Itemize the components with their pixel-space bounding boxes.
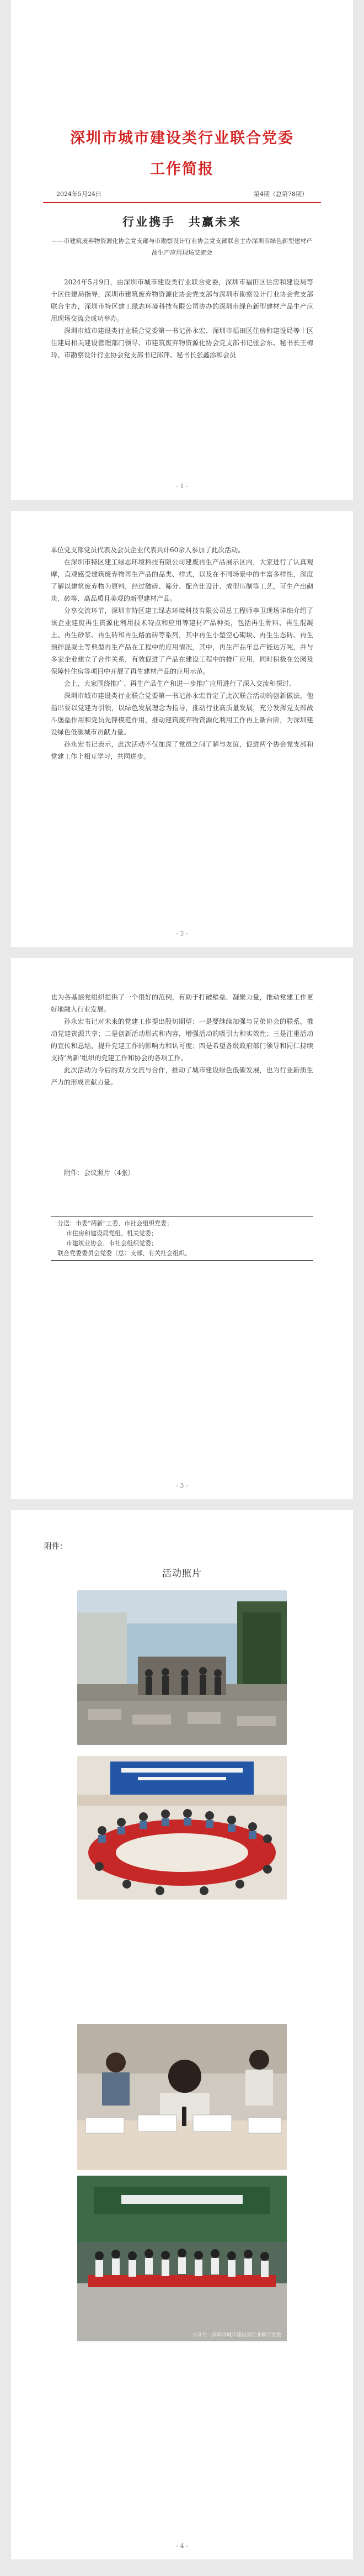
paragraph: 孙永宏书记表示，此次活动不仅加深了党员之间了解与友谊，促进两个协会党支部和党建工作上相互学习，共同进步。 [51, 740, 313, 760]
attachment-heading: 活动照片 [162, 1568, 202, 1579]
attachment-label: 附件： [44, 1542, 67, 1551]
paragraph: 此次活动为今后的双方交流与合作，推动了城市建设绿色低碳发展，也为行业新质生产力的形成贡献力量。 [51, 1066, 313, 1086]
red-divider [43, 202, 321, 203]
article-body-p2 [51, 544, 313, 763]
issue-date: 2024年5月24日 [56, 191, 101, 198]
page-4 [11, 1510, 353, 2559]
paragraph: 会上，大家围绕推广、再生产品生产和进一步推广应用进行了深入交流和探讨。 [64, 680, 296, 687]
paragraph: 分享交流环节，深圳市特区建工绿志环境科技有限公司总工程师李卫现场详细介绍了该企业建废再生资源化利用技术特点和应用等建材产品种类，包括再生骨料、再生混凝土、再生砂浆、再生砖和再生路面砖等系列，其中再生小型空心砌块、再生生态砖、再生预拌混凝土等典型再生产品在工程中的应用情况，其中，再生产品年总产能达万吨，并与多家企业建立了合作关系，有效促进了产品在建设工程中的推广应用，同时积极在公园及保障性住房等项目中开展了再生建材产品的应用示范。 [51, 607, 313, 675]
page-number: - 3 - [176, 1482, 188, 1489]
divider [51, 1216, 313, 1217]
photo-attachment-note: 附件：会议照片（4张） [64, 1169, 135, 1177]
distribution-line: 市住房和建设局党组、机关党委； [66, 1230, 157, 1237]
article-title: 行业携手 共赢未来 [122, 215, 242, 229]
page-3 [11, 958, 353, 1499]
paragraph: 在深圳市特区建工绿志环境科技有限公司建废再生产品展示区内，大家进行了认真观摩，直观感受建筑废弃物再生产品的品类、样式，以及在不同场景中的丰富多样性，深度了解以建筑废弃物为原料，经过破碎、筛分、配合比设计、成型压制等工艺，可生产出砌块、砖等、高品质且美观的新型建材产品。 [51, 558, 313, 602]
activity-photo-3 [77, 2024, 287, 2170]
page-1 [11, 0, 353, 500]
page-number: - 4 - [176, 2542, 188, 2549]
activity-photo-4 [77, 2176, 287, 2341]
distribution-list [51, 1215, 313, 1262]
divider [51, 1260, 313, 1261]
bulletin-title: 深圳市城市建设类行业联合党委 [70, 130, 294, 147]
article-subtitle: ——市建筑废弃物资源化协会党支部与市勘察设计行业协会党支部联合主办深圳市绿色新型建材产品生产应用现场交流会 [51, 237, 313, 256]
issue-number: 第4期（总第78期） [254, 191, 308, 198]
distribution-line: 市建筑业协会、市社会组织党委； [66, 1240, 157, 1247]
page-number: - 2 - [176, 930, 188, 937]
article-body-p1 [51, 276, 313, 361]
activity-photo-1 [77, 1590, 287, 1745]
paragraph: 深圳市城市建设类行业联合党委第一书记孙永宏肯定了此次联合活动的创新做法，他指出要以党建为引领，以绿色发展理念为指导，推动行业高质量发展，充分发挥党支部战斗堡垒作用和党员先锋模范作用，推动建筑废弃物资源化利用工作再上新台阶，为深圳建设绿色低碳城市贡献力量。 [51, 692, 313, 736]
paragraph: 单位党支部党员代表及会员企业代表共计60余人参加了此次活动。 [51, 546, 245, 554]
paragraph: 深圳市城市建设类行业联合党委第一书记孙永宏、深圳市福田区住房和建设局等十区住建局相关建设管理部门领导、市建筑废弃物资源化协会党支部书记张会东、秘书长王梅玲、市勘察设计行业协会党支部书记邱萍、秘书长张鑫添和会员 [51, 327, 313, 359]
paragraph: 也为各基层党组织提供了一个很好的范例，有助于打破壁垒，凝聚力量，推动党建工作更好地融入行业发展。 [51, 993, 313, 1013]
article-body-p3 [51, 991, 313, 1088]
distribution-to: 分送：市委“两新”工委、市社会组织党委； [57, 1220, 173, 1227]
photo-watermark: 公众号 · 深圳市城市建设类行业联合党委 [192, 2332, 281, 2338]
distribution-cc: 联合党委委员会党委（总）支部、有关社会组织。 [57, 1250, 191, 1257]
paragraph: 2024年5月9日，由深圳市城市建设类行业联合党委，深圳市福田区住房和建设局等十区住建局指导，深圳市建筑废弃物资源化协会党支部与深圳市勘察设计行业协会党支部联合主办，深圳市特区建工绿志环境科技有限公司协办的深圳市绿色新型建材产品生产应用现场交流会成功举办。 [51, 278, 313, 322]
paragraph: 孙永宏书记对未来的党建工作提出殷切期望：一是要继续加强与兄弟协会的联系，推动党建资源共享；二是创新活动形式和内容，增强活动的吸引力和实效性；三是注重活动的宣传和总结，提升党建工作的影响力和认可度；四是希望各级政府部门领导和同仁持续支持‘两新’组织的党建工作和协会的各项工作。 [51, 1018, 313, 1062]
activity-photo-2 [77, 1756, 287, 1900]
bulletin-subtitle: 工作简报 [150, 161, 214, 178]
page-2 [11, 511, 353, 947]
page-number: - 1 - [176, 483, 188, 490]
